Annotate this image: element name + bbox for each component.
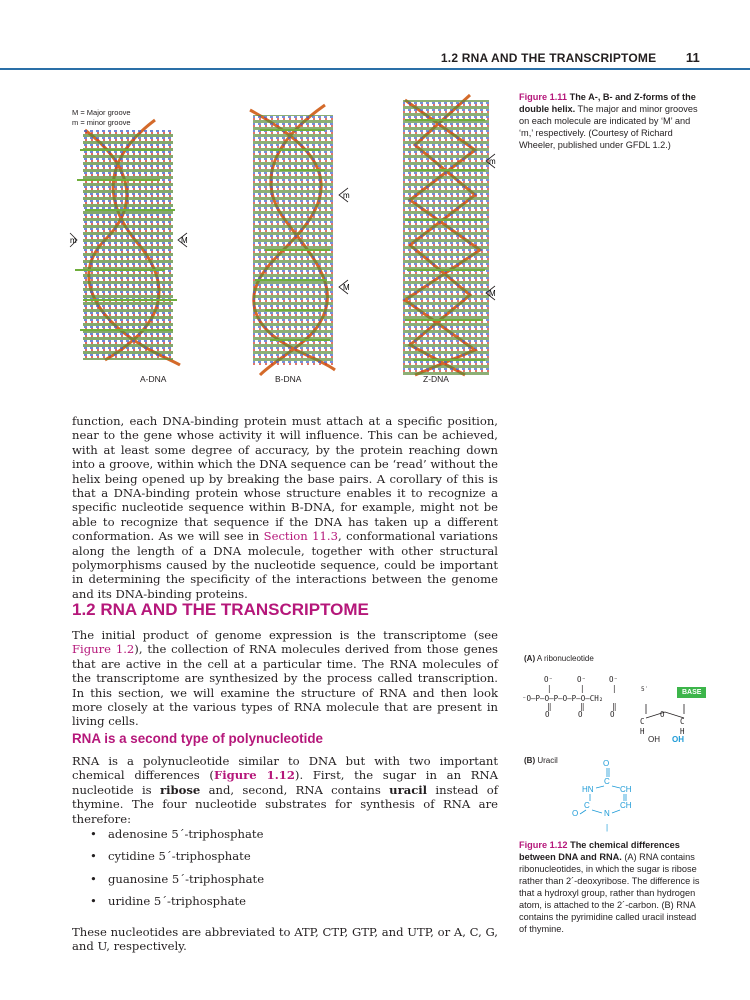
svg-text:H: H	[680, 727, 685, 736]
intro-paragraph	[72, 414, 498, 601]
intro-text-2: , conformational variations along the length of a DNA molecule, together with other structural polymorphisms caused by the nucleotide sequence, could be important in determining the specificity of the interactions between the genome and its DNA-binding proteins.	[72, 529, 498, 601]
svg-text:C: C	[584, 801, 590, 810]
svg-text:|: |	[606, 823, 609, 832]
svg-text:‖: ‖	[612, 702, 617, 711]
panel-a-heading	[524, 654, 594, 663]
figure-1-12-number: Figure 1.12	[519, 840, 568, 850]
legend-minor: m = minor groove	[72, 118, 131, 127]
svg-text:O: O	[660, 710, 665, 719]
svg-text:⁻O—P—O—P—O—P—O—CH₂: ⁻O—P—O—P—O—P—O—CH₂	[522, 694, 604, 703]
z-minor-groove: m	[489, 157, 496, 166]
running-head-section: 1.2 RNA AND THE TRANSCRIPTOME	[440, 51, 657, 65]
closing-paragraph: These nucleotides are abbreviated to ATP, CTP, GTP, and UTP, or A, C, G, and U, respectively.	[72, 925, 498, 954]
figure-1-11-title: The A-, B- and Z-forms of the double helix.	[519, 92, 696, 114]
subsection-paragraph	[72, 754, 498, 826]
list-item: • cytidine 5´-triphosphate	[90, 849, 470, 871]
subsection-text-3: and, second, RNA contains	[200, 782, 390, 797]
figure-1-2-link[interactable]: Figure 1.2	[72, 642, 135, 657]
panel-a-label: (A)	[524, 654, 536, 663]
term-uracil: uracil	[389, 782, 428, 797]
figure-1-12-link[interactable]: Figure 1.12	[213, 768, 295, 783]
figure-1-11-caption	[519, 91, 699, 151]
svg-text:O⁻: O⁻	[544, 675, 554, 684]
svg-text:5′: 5′	[641, 686, 649, 693]
svg-text:O: O	[572, 809, 579, 818]
svg-text:CH: CH	[620, 785, 632, 794]
b-dna-model	[250, 105, 335, 375]
figure-1-12-text: (A) RNA contains ribonucleotides, in which the sugar is ribose rather than 2´-deoxyribose. The difference is that a hydroxyl group, rather than hydrogen atom, is attached to the 2´-carbon. (B) RNA contains the pyrimidine called uracil instead of thymine.	[519, 852, 700, 934]
figure-1-12-caption	[519, 839, 701, 935]
list-item: • guanosine 5´-triphosphate	[90, 872, 470, 894]
a-dna-model	[75, 120, 180, 365]
subsection-text-4: instead of thymine. The four nucleotide substrates for synthesis of RNA are therefore:	[72, 782, 499, 826]
b-minor-groove: m	[343, 191, 350, 200]
term-ribose: ribose	[159, 782, 201, 797]
figure-1-11-number: Figure 1.11	[519, 92, 568, 102]
list-item: • uridine 5´-triphosphate	[90, 894, 470, 916]
svg-text:O: O	[545, 710, 550, 719]
oh-right: OH	[672, 735, 684, 744]
svg-text:O: O	[578, 710, 583, 719]
figure-1-12-title: The chemical differences between DNA and RNA.	[519, 840, 680, 862]
svg-text:N: N	[604, 809, 610, 818]
subsection-text-2: ). First, the sugar in an RNA nucleotide is	[72, 768, 498, 797]
section-text-2: ), the collection of RNA molecules derived from those genes that are active in the cell at a particular time. The RNA molecules of the transcriptome are synthesized by the process called transcription. In this section, we will examine the structure of RNA and then look more closely at the various types of RNA molecule that are present in living cells.	[72, 642, 499, 729]
uracil-structure	[560, 758, 670, 833]
oh-left: OH	[648, 735, 660, 744]
list-item: • adenosine 5´-triphosphate	[90, 827, 470, 849]
nucleotide-list	[90, 827, 470, 916]
dna-helix-figure	[65, 90, 515, 390]
running-head	[441, 50, 700, 65]
panel-b-label: (B)	[524, 756, 536, 765]
svg-text:H: H	[640, 727, 645, 736]
svg-text:C: C	[680, 717, 685, 726]
base-box: BASE	[677, 687, 706, 698]
label-z-dna: Z-DNA	[423, 374, 449, 384]
section-title: 1.2 RNA AND THE TRANSCRIPTOME	[72, 600, 369, 619]
svg-text:CH: CH	[620, 801, 632, 810]
a-major-groove: M	[181, 236, 188, 245]
svg-text:‖: ‖	[580, 702, 585, 711]
svg-text:C: C	[604, 777, 610, 786]
subsection-title: RNA is a second type of polynucleotide	[72, 731, 323, 746]
panel-b-heading	[524, 756, 558, 765]
svg-text:|: |	[580, 684, 585, 693]
section-11-3-link[interactable]: Section 11.3	[263, 529, 338, 544]
header-rule	[0, 68, 750, 70]
ribonucleotide-structure	[520, 672, 720, 747]
intro-text-1: function, each DNA-binding protein must attach at a specific position, near to the gene whose activity it will influence. This can be achieved, with at least some degree of accuracy, by the protein reaching down into a groove, within which the DNA sequence can be ‘read’ without the helix being opened up by breaking the base pairs. A corollary of this is that a DNA-binding protein whose structure enables it to recognize a specific nucleotide sequence within B-DNA, for example, might not be able to recognize that sequence if the DNA has taken up a different conformation. As we will see in	[72, 414, 498, 544]
svg-text:O: O	[610, 710, 615, 719]
b-major-groove: M	[343, 283, 350, 292]
label-b-dna: B-DNA	[275, 374, 302, 384]
page-number: 11	[685, 50, 700, 65]
a-minor-groove: m	[70, 236, 77, 245]
svg-text:|: |	[612, 684, 617, 693]
svg-text:‖: ‖	[547, 702, 552, 711]
svg-text:O: O	[603, 759, 610, 768]
subsection-text-1: RNA is a polynucleotide similar to DNA but with two important chemical differences (	[72, 754, 498, 783]
label-a-dna: A-DNA	[140, 374, 167, 384]
z-major-groove: M	[489, 289, 496, 298]
svg-text:HN: HN	[582, 785, 594, 794]
svg-text:C: C	[640, 717, 645, 726]
panel-b-title: Uracil	[537, 756, 558, 765]
section-paragraph	[72, 628, 498, 729]
panel-a-title: A ribonucleotide	[536, 654, 594, 663]
z-dna-model	[403, 95, 489, 375]
legend-major: M = Major groove	[72, 108, 131, 117]
svg-text:|: |	[547, 684, 552, 693]
section-text-1: The initial product of genome expression is the transcriptome (see	[72, 628, 498, 642]
figure-1-11-text: The major and minor grooves on each molecule are indicated by ‘M’ and ‘m,’ respectively. (Courtesy of Richard Wheeler, published under GFDL 1.2.)	[519, 104, 698, 150]
svg-text:O⁻: O⁻	[577, 675, 587, 684]
svg-text:O⁻: O⁻	[609, 675, 619, 684]
